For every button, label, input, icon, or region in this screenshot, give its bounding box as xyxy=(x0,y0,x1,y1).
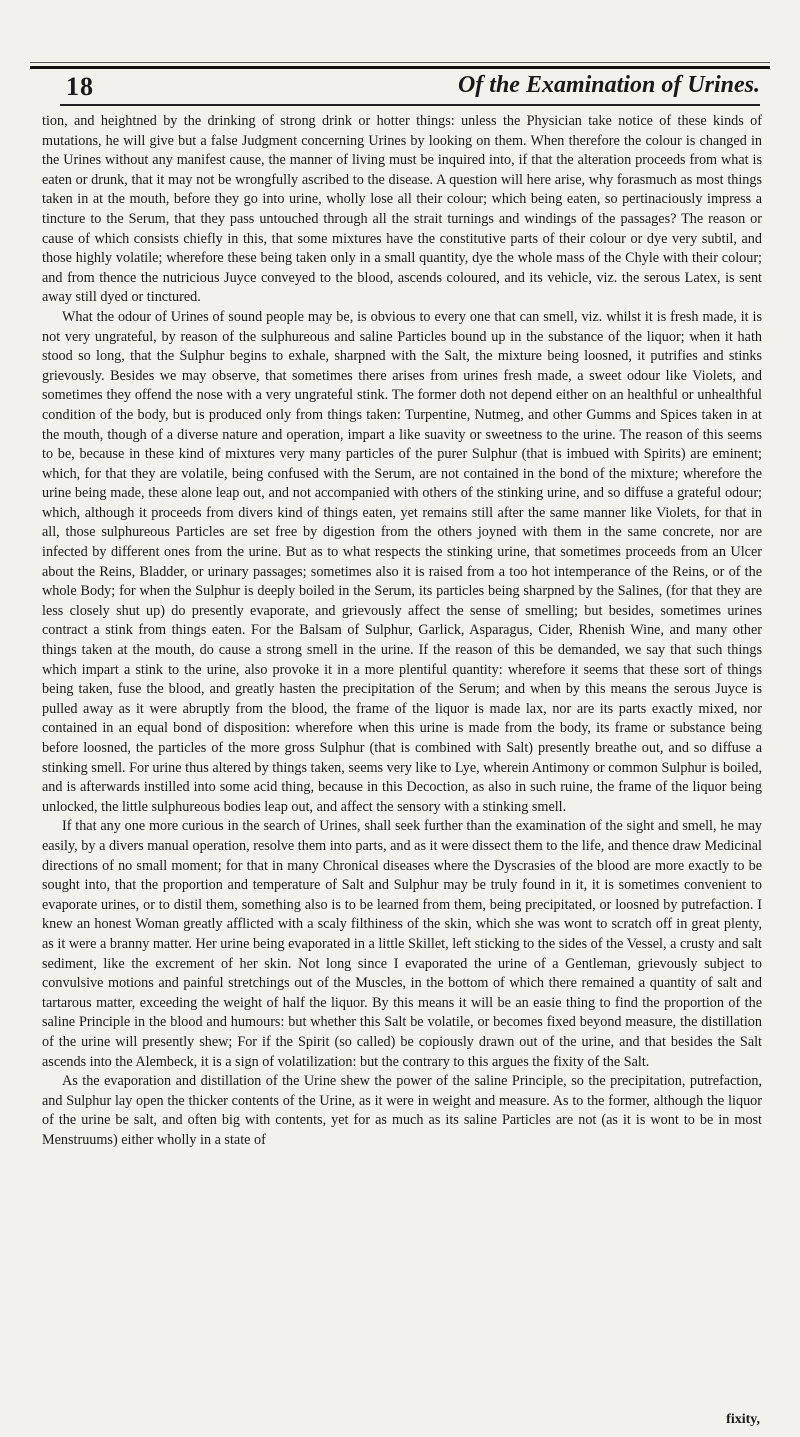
header-rule xyxy=(60,104,760,106)
paragraph-3: If that any one more curious in the search of Urines, shall seek further than the examination of the sight and smell, he may easily, by a divers manual operation, resolve them into parts, and as it were dissect them to the life, and thence draw Medicinal directions of no small moment; for that in many Chronical diseases where the Dyscrasies of the blood are more exactly to be sought into, that the proportion and temperature of Salt and Sulphur may be truly found in it, it is sometimes convenient to evaporate urines, or to distil them, something also is to be learned from them, being precipitated, or loosned by putrefaction. I knew an honest Woman greatly afflicted with a scaly filthiness of the skin, which she was wont to scratch off in great plenty, as it were a branny matter. Her urine being evaporated in a little Skillet, left sticking to the sides of the Vessel, a crusty and salt sediment, like the excrement of her skin. Not long since I evaporated the urine of a Gentleman, grievously subject to convulsive motions and painful stretchings out of the Muscles, in the bottom of which there remained a quantity of salt and tartarous matter, exceeding the weight of half the liquor. By this means it will be an easie thing to find the proportion of the saline Principle in the blood and humours: but whether this Salt be volatile, or becomes fixed beyond measure, the distillation of the urine will presently shew; For if the Spirit (so called) be copiously drawn out of the urine, and that besides the Salt ascends into the Alembeck, it is a sign of volatilization: but the contrary to this argues the fixity of the Salt. xyxy=(42,818,762,1070)
top-thin-rule xyxy=(30,62,770,63)
top-rule xyxy=(30,66,770,69)
body-text xyxy=(42,112,762,1422)
paragraph-4: As the evaporation and distillation of the Urine shew the power of the saline Principle, so the precipitation, putrefaction, and Sulphur lay open the thicker contents of the Urine, as it were in weight and measure. As to the former, although the liquor of the urine be salt, and often big with contents, yet for as much as its saline Particles are not (as it is wont to be in most Menstruums) either wholly in a state of xyxy=(42,1073,762,1148)
running-title: Of the Examination of Urines. xyxy=(457,72,760,98)
paragraph-1: tion, and heightned by the drinking of strong drink or hotter things: unless the Physician take notice of these kinds of mutations, he will give but a false Judgment concerning Urines by looking on them. When therefore the colour is changed in the Urines without any manifest cause, the manner of living must be inquired into, if that the alteration proceeds from what is eaten or drunk, that it may not be wrongfully ascribed to the disease. A question will here arise, why forasmuch as most things taken in at the mouth, before they go into urine, wholly lose all their colour; which being eaten, so pertinaciously impress a tincture to the Serum, that they pass untouched through all the strait turnings and windings of the passages? The reason or cause of which consists chiefly in this, that some mixtures have the constitutive parts of their colour or dye very subtil, and those highly volatile; wherefore these being taken only in a small quantity, dye the whole mass of the Chyle with their colour; and from thence the nutricious Juyce conveyed to the blood, ascends coloured, and its vehicle, viz. the serous Latex, is sent away still dyed or tinctured. xyxy=(42,113,762,306)
page-number: 18 xyxy=(66,72,94,101)
page-header xyxy=(60,70,760,106)
paragraph-2: What the odour of Urines of sound people may be, is obvious to every one that can smell, viz. whilst it is fresh made, it is not very ungrateful, by reason of the sulphureous and saline Particles bound up in the substance of the liquor; when it hath stood so long, that the Sulphur begins to exhale, sharpned with the Salt, the mixture being loosned, it putrifies and stinks grievously. Besides we may observe, that sometimes there arises from urines fresh made, a sweet odour like Violets, and sometimes they offend the nose with a very ungrateful stink. The former doth not depend either on an healthful or unhealthful condition of the body, but is produced only from things taken: Turpentine, Nutmeg, and other Gumms and Spices taken in at the mouth, though of a diverse nature and operation, impart a like suavity or sweetness to the urine. The reason of this seems to be, because in these kind of mixtures very many particles of the purer Sulphur (that is imbued with Spirits) are eminent; which, for that they are volatile, being confused with the Serum, are not contained in the bond of the mixture; wherefore the urine being made, these alone leap out, and not accompanied with others of the stinking urine, and so diffuse a grateful odour; which, although it proceeds from divers kind of things eaten, yet remains still after the same manner like Violets, for that in all, those sulphureous Particles are set free by digestion from the others joyned with them in the same concrete, nor are infected by different ones from the urine. But as to what respects the stinking urine, that sometimes proceeds from an Ulcer about the Reins, Bladder, or urinary passages; sometimes also it is raised from a too hot intemperance of the Reins, or of the whole Body; for when the Sulphur is deeply boiled in the Serum, its particles being sharpned by the Salines, (for that they are less closely shut up) do presently evaporate, and grievously affect the sense of smelling; but besides, sometimes urines contract a stink from things eaten. For the Balsam of Sulphur, Garlick, Asparagus, Cider, Rhenish Wine, and many other things taken at the mouth, do cause a strong smell in the urine. If the reason of this be demanded, we say that such things which impart a stink to the urine, also provoke it in a more plentiful quantity: wherefore it seems that these sort of things being taken, fuse the blood, and greatly hasten the precipitation of the Serum; and when by this means the serous Juyce is pulled away as it were abruptly from the blood, the frame of the liquor is made lax, nor are its parts exactly mixed, nor contained in an equal bond of disposition: wherefore when this urine is made from the body, its frame or substance being before loosned, the particles of the more gross Sulphur (that is combined with Salt) presently breathe out, and so diffuse a stinking smell. For urine thus altered by things taken, seems very like to Lye, wherein Antimony or common Sulphur is boiled, and is afterwards instilled into some acid thing, because in this Decoction, as also in such ruine, the frame of the liquor being unlocked, the little sulphureous bodies leap out, and affect the sensory with a stinking smell. xyxy=(42,308,762,815)
catchword: fixity, xyxy=(726,1412,760,1427)
